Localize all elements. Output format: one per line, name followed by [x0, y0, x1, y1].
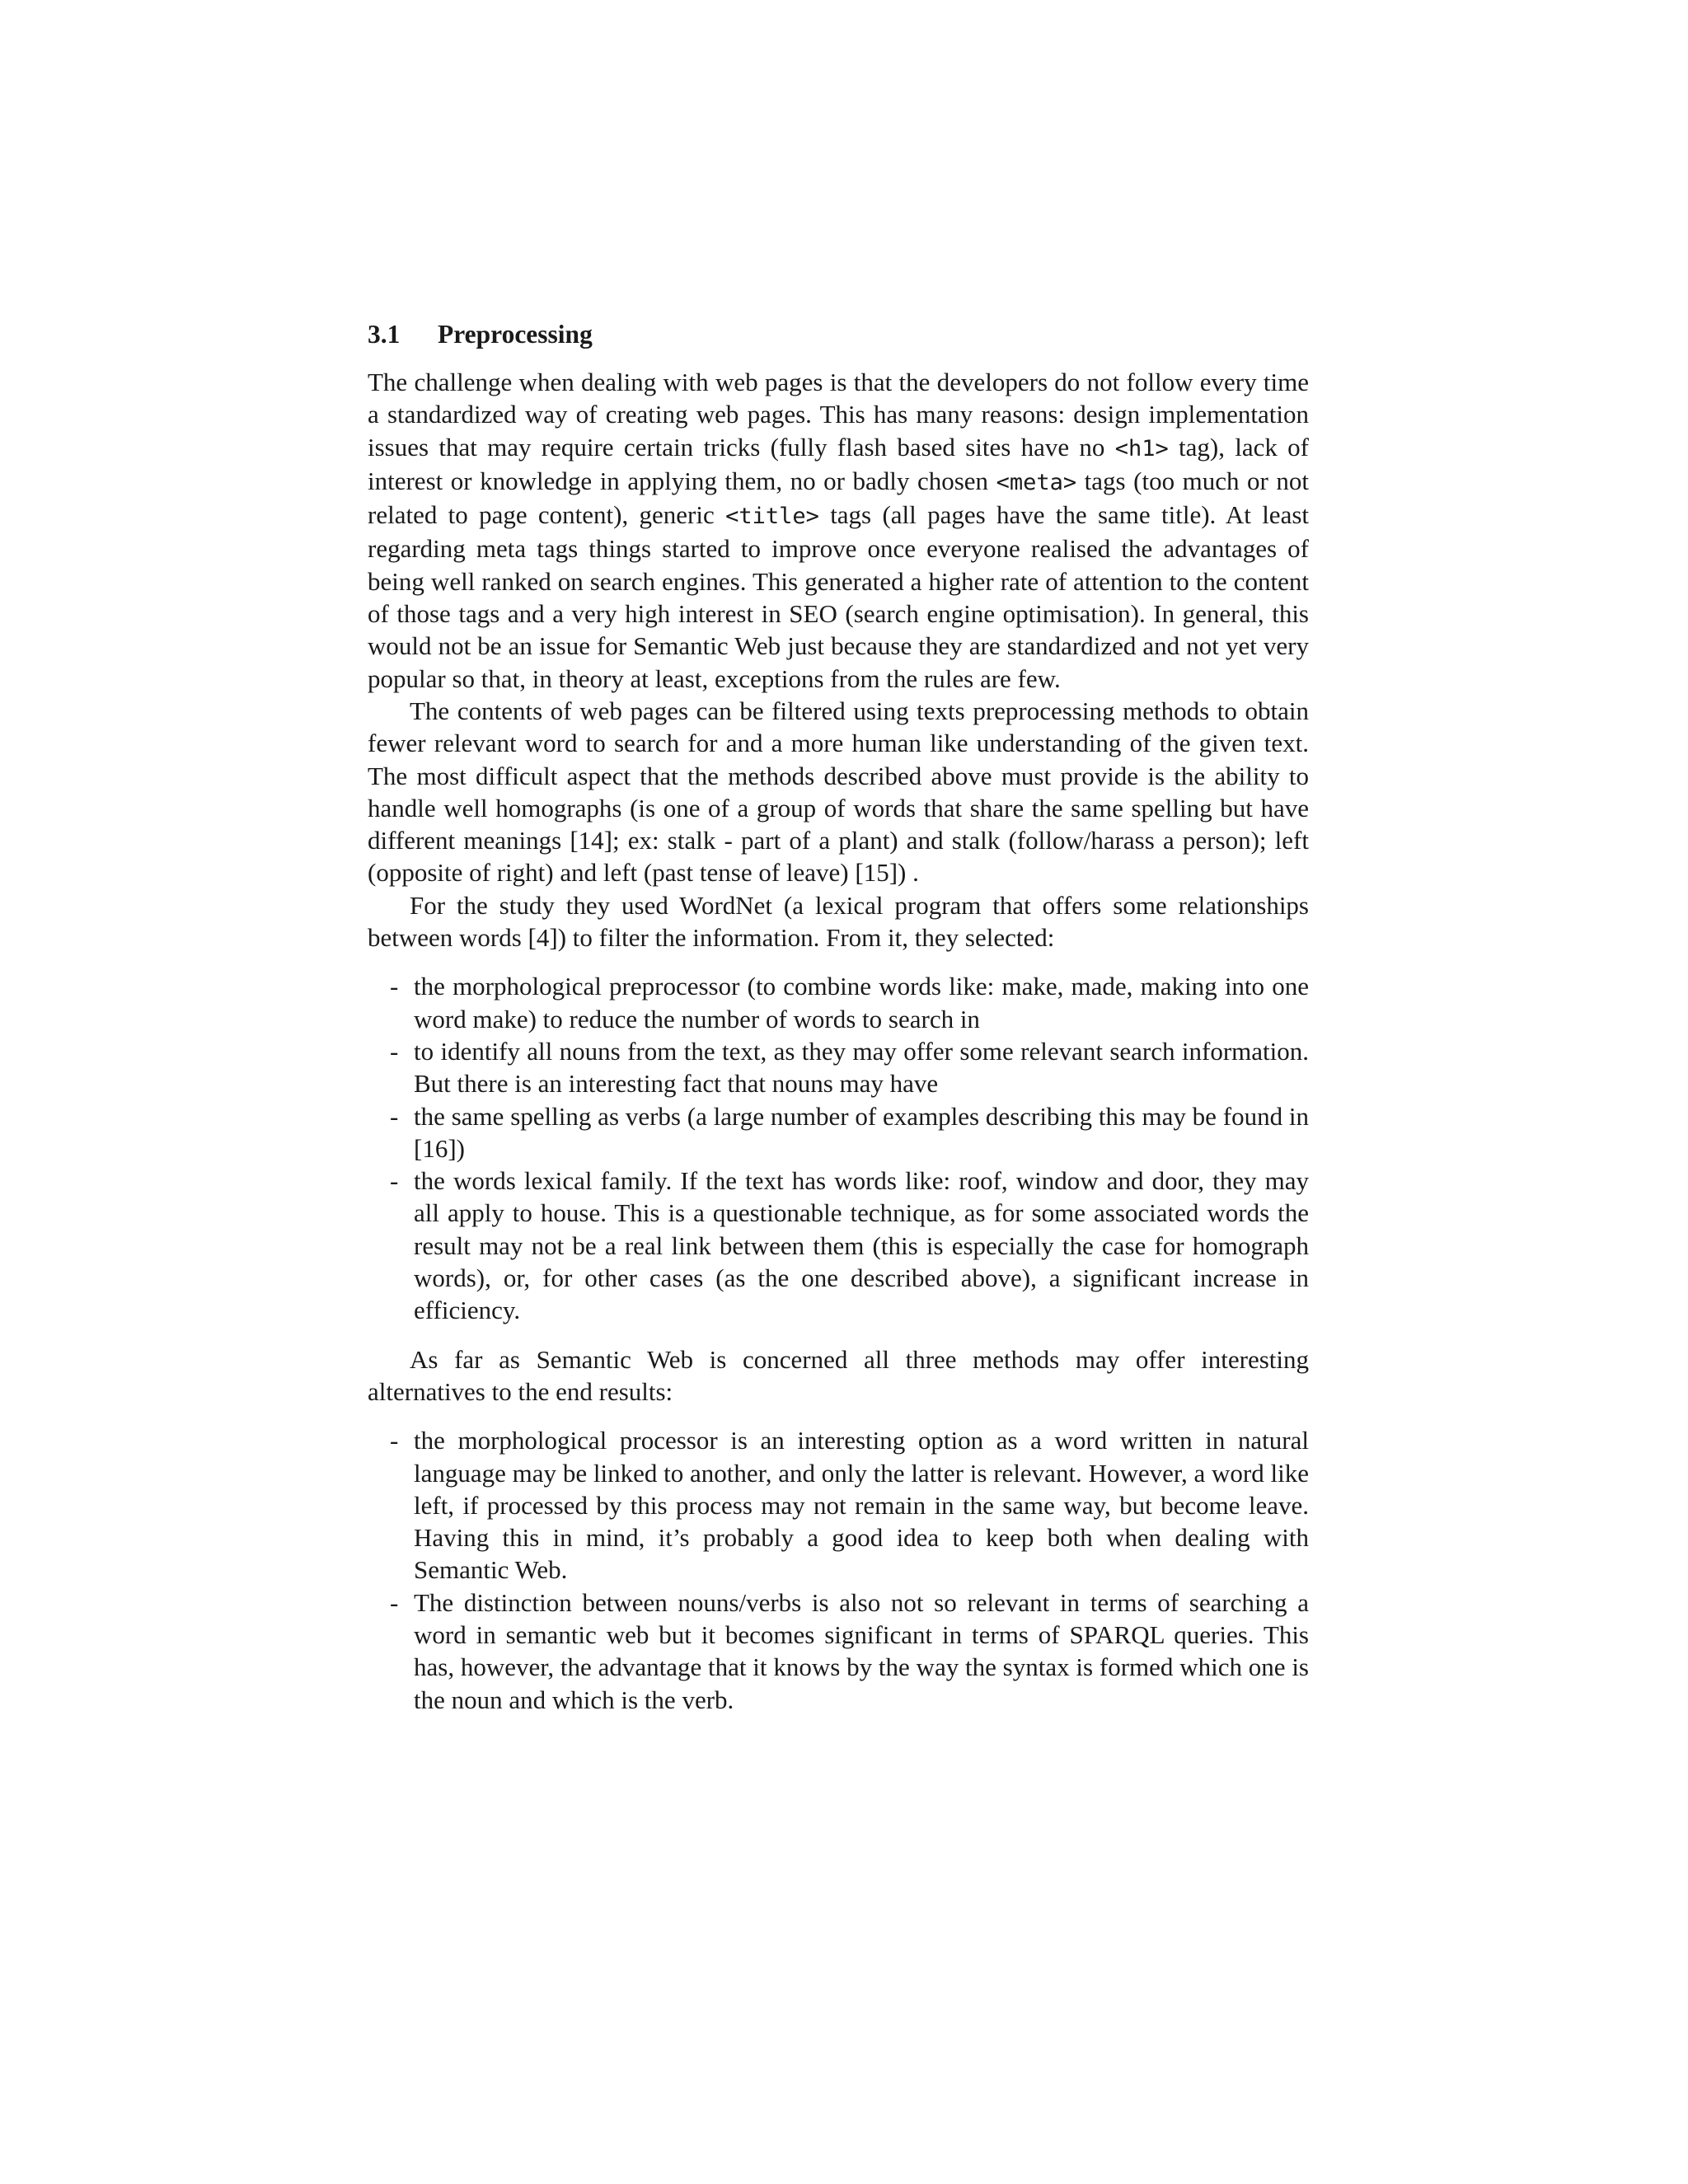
- list-dash: -: [390, 1426, 399, 1455]
- paragraph-wordnet: For the study they used WordNet (a lexical program that offers some relationships between words [4]) to filter the information. From it, they selected:: [368, 890, 1309, 953]
- section-heading: [368, 318, 1309, 350]
- list-item: [368, 970, 1309, 1035]
- paragraph-text: tags (too much or not related to page content), generic: [368, 466, 1309, 530]
- paragraph-text: tag), lack of interest or knowledge in applying them, no or badly chosen: [368, 432, 1309, 495]
- list-dash: -: [390, 1036, 399, 1066]
- paragraph-semantic-web: As far as Semantic Web is concerned all three methods may offer interesting alternatives to the end results:: [368, 1344, 1309, 1406]
- code-meta-tag: <meta>: [996, 469, 1077, 495]
- semantic-web-alternatives-list: [368, 1424, 1309, 1716]
- list-item: [368, 1586, 1309, 1716]
- section-title: Preprocessing: [438, 320, 593, 349]
- list-item: [368, 1165, 1309, 1326]
- list-item: [368, 1035, 1309, 1100]
- list-item-text: to identify all nouns from the text, as they may offer some relevant search information. But there is an interesting fact that nouns may have: [414, 1036, 1309, 1099]
- paragraph-text: tags (all pages have the same title). At least regarding meta tags things started to improve once everyone realised the advantages of being well ranked on search engines. This generated a higher rate of attention to the content of those tags and a very high interest in SEO (search engine optimisation). In general, this would not be an issue for Semantic Web just because they are standardized and not yet very popular so that, in theory at least, exceptions from the rules are few.: [368, 500, 1310, 693]
- list-item: [368, 1424, 1309, 1586]
- list-item-text: the morphological preprocessor (to combine words like: make, made, making into one word make) to reduce the number of words to search in: [414, 972, 1309, 1033]
- list-dash: -: [390, 1101, 399, 1131]
- list-item-text: the words lexical family. If the text has words like: roof, window and door, they may all apply to house. This is a questionable technique, as for some associated words the result may not be a real link between them (this is especially the case for homograph words), or, for other cases (as the one described above), a significant increase in efficiency.: [414, 1166, 1309, 1325]
- paragraph-text: The challenge when dealing with web pages is that the developers do not follow every time a standardized way of creating web pages. This has many reasons: design implementation issues that may require certain tricks (fully flash based sites have no: [368, 368, 1309, 462]
- code-title-tag: <title>: [725, 504, 819, 530]
- paper-page: [368, 318, 1309, 1732]
- paragraph-web-page-challenges: [368, 366, 1309, 695]
- list-dash: -: [390, 1587, 399, 1617]
- list-dash: -: [390, 1166, 399, 1196]
- list-item-text: the morphological processor is an interesting option as a word written in natural language may be linked to another, and only the latter is relevant. However, a word like left, if processed by this process may not remain in the same way, but become leave. Having this in mind, it’s probably a good idea to keep both when dealing with Semantic Web.: [414, 1426, 1309, 1585]
- list-item-text: the same spelling as verbs (a large number of examples describing this may be found in [16]): [414, 1101, 1309, 1163]
- list-item: [368, 1100, 1309, 1165]
- code-h1-tag: <h1>: [1114, 435, 1169, 462]
- section-number: 3.1: [368, 320, 401, 349]
- wordnet-methods-list: [368, 970, 1309, 1326]
- list-item-text: The distinction between nouns/verbs is also not so relevant in terms of searching a word in semantic web but it becomes significant in terms of SPARQL queries. This has, however, the advantage that it knows by the way the syntax is formed which one is the noun and which is the verb.: [414, 1587, 1309, 1714]
- paragraph-filtering-methods: The contents of web pages can be filtered using texts preprocessing methods to obtain fewer relevant word to search for and a more human like understanding of the given text. The most difficult aspect that the methods described above must provide is the ability to handle well homographs (is one of a group of words that share the same spelling but have different meanings [14]; ex: stalk - part of a plant) and stalk (follow/harass a person); left (opposite of right) and left (past tense of leave) [15]) .: [368, 696, 1309, 888]
- list-dash: -: [390, 972, 399, 1001]
